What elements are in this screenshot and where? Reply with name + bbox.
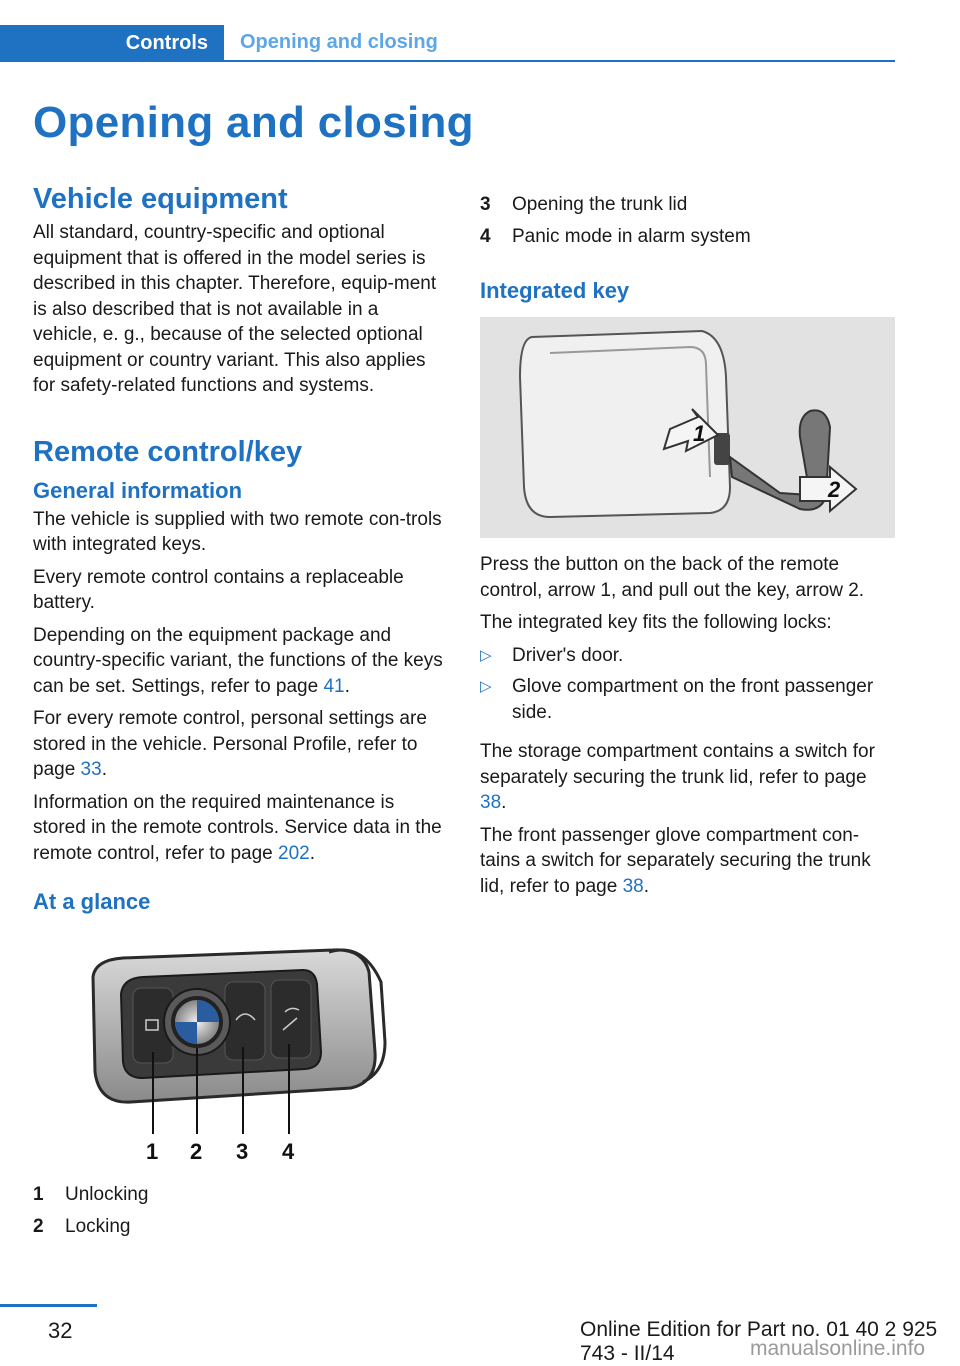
integrated-key-heading: Integrated key — [480, 278, 630, 303]
callout-label-4: 4 — [282, 1139, 295, 1164]
section-tab[interactable]: Controls — [0, 25, 224, 62]
left-column — [33, 182, 447, 1245]
release-button — [714, 433, 730, 465]
page-ref-link[interactable]: 202 — [278, 842, 310, 864]
triangle-right-icon: ▷ — [480, 678, 492, 695]
vehicle-equipment-heading: Vehicle equipment — [33, 183, 288, 215]
vehicle-equipment-body: All standard, country-specific and optional equipment that is offered in the model series is described in this chapter. Therefore, equip-ment is also described that is not available in a vehicle, e. g., because of the selected optional equipment or country variant. This also applies for safety-related functions and systems. — [33, 222, 437, 396]
general-p5: Information on the required maintenance is stored in the remote controls. Service data in the remote control, refer to page 202. — [33, 791, 442, 864]
glance-item: 1 Unlocking — [33, 1184, 149, 1205]
integrated-key-illustration — [480, 317, 895, 538]
remote-key-figure — [33, 922, 447, 1172]
glance-item: 3 Opening the trunk lid — [480, 194, 688, 215]
arrow-1-label: 1 — [693, 421, 706, 446]
general-information-heading: General information — [33, 477, 243, 503]
panic-button — [271, 980, 311, 1058]
remote-control-illustration — [33, 922, 447, 1172]
general-p4: For every remote control, personal settings are stored in the vehicle. Personal Profile, refer to page 33. — [33, 708, 427, 780]
callout-label-2: 2 — [190, 1139, 203, 1164]
list-item: ▷ Glove compartment on the front passenger side. — [480, 674, 894, 725]
integrated-key-p2: The integrated key fits the following locks: — [480, 612, 832, 633]
glance-item: 4 Panic mode in alarm system — [480, 225, 751, 247]
watermark: manualsonline.info — [750, 1337, 926, 1360]
page-ref-link[interactable]: 33 — [80, 759, 102, 780]
general-p3: Depending on the equipment package and country-specific variant, the functions of the keys can be set. Settings, refer to page 41. — [33, 624, 443, 697]
integrated-key-p4: The front passenger glove compartment con-tains a switch for separately securing the trunk lid, refer to page 38. — [480, 824, 871, 897]
page-title: Opening and closing — [33, 98, 474, 147]
page-ref-link[interactable]: 38 — [480, 792, 502, 813]
triangle-right-icon: ▷ — [480, 646, 492, 664]
edition-note: Online Edition for Part no. 01 40 2 925 743 - II/14 — [580, 1318, 938, 1365]
callout-label-3: 3 — [236, 1139, 249, 1164]
callout-label-1: 1 — [146, 1139, 159, 1164]
arrow-2-label: 2 — [828, 477, 841, 502]
list-item: ▷ Driver's door. — [480, 643, 894, 669]
header-rule — [0, 60, 895, 62]
page-ref-link[interactable]: 38 — [622, 875, 644, 897]
right-column — [480, 192, 894, 906]
key-extraction-figure — [480, 317, 895, 538]
glance-item: 2 Locking — [33, 1215, 131, 1237]
at-a-glance-heading: At a glance — [33, 889, 151, 914]
integrated-key-p1: Press the button on the back of the remote control, arrow 1, and pull out the key, arrow 2. — [480, 554, 865, 601]
general-p2: Every remote control contains a replaceable battery. — [33, 566, 404, 613]
general-p1: The vehicle is supplied with two remote con-trols with integrated keys. — [33, 508, 442, 555]
footer-rule — [0, 1304, 97, 1307]
trunk-button — [225, 982, 265, 1060]
page-number: 32 — [48, 1318, 73, 1343]
remote-control-heading: Remote control/key — [33, 435, 303, 468]
integrated-key-p3: The storage compartment contains a switch for separately securing the trunk lid, refer to page 38. — [480, 741, 875, 813]
subsection-tab[interactable]: Opening and closing — [240, 31, 438, 53]
page-ref-link[interactable]: 41 — [323, 675, 345, 697]
